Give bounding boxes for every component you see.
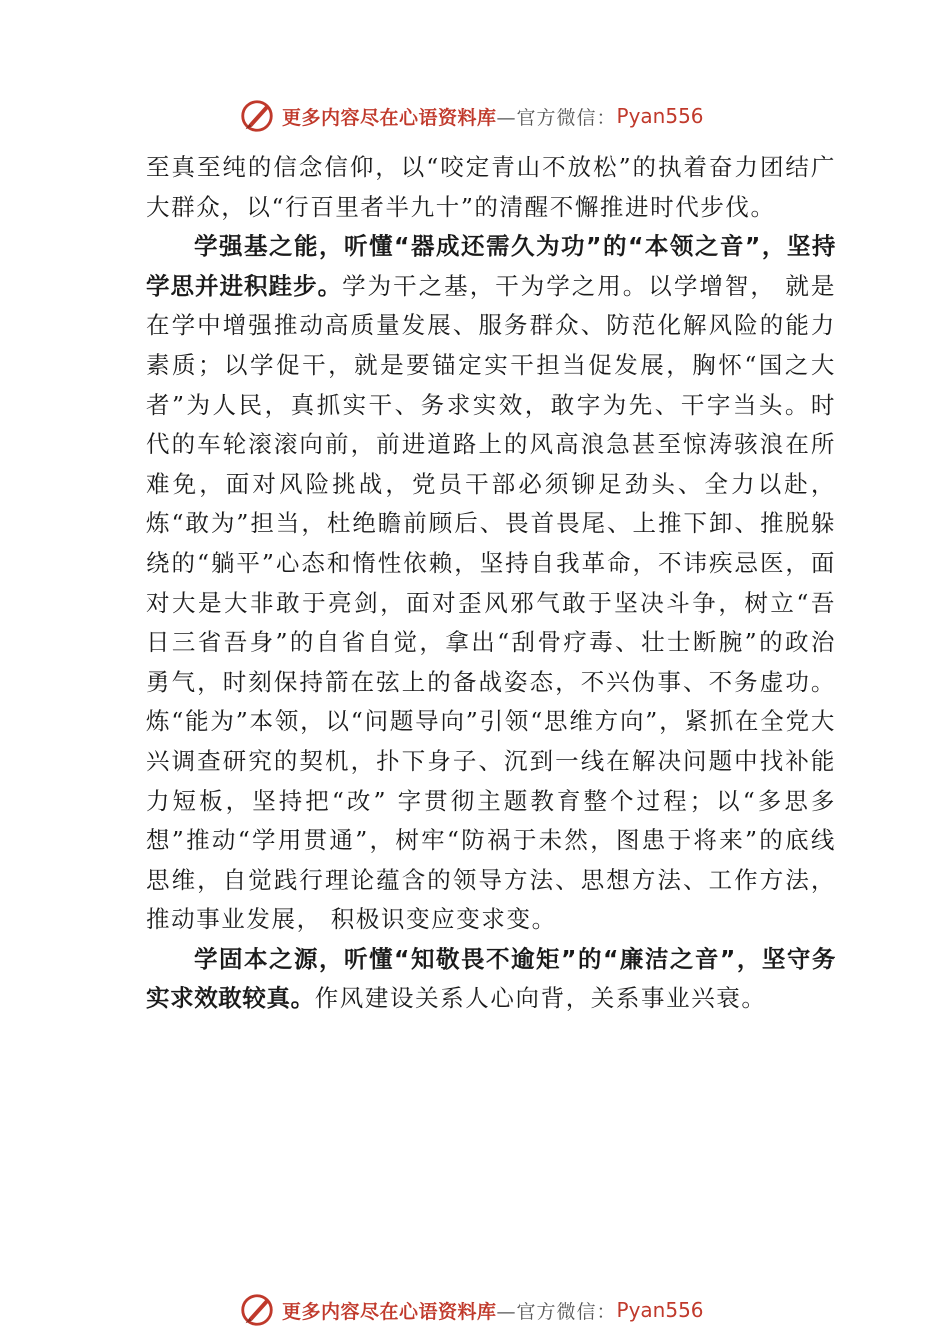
paragraph-2 — [146, 227, 836, 940]
paragraph-3-lead: 学固本之源，听懂“知敬畏不逾矩”的“廉洁之音”，坚守务实求效敢较真。 — [146, 944, 836, 1013]
pen-circle-icon — [238, 97, 276, 135]
paragraph-3 — [146, 940, 836, 1019]
pen-circle-icon — [238, 1291, 276, 1329]
banner-wechat-id: Pyan556 — [616, 104, 704, 128]
banner-official-label: —官方微信： — [496, 106, 617, 129]
paragraph-3-body: 作风建设关系人心向背，关系事业兴衰。 — [314, 984, 767, 1013]
header-banner — [238, 96, 704, 136]
paragraph-2-body: 学为干之基，干为学之用。以学增智， 就是在学中增强推动高质量发展、服务群众、防范化解风险的能力素质；以学促干，就是要锚定实干担当促发展，胸怀“国之大者”为人民，真抓实干、务求实效，敢字为先、干字当头。时代的车轮滚滚向前，前进道路上的风高浪急甚至惊涛骇浪在所难免，面对风险挑战，党员干部必须铆足劲头、全力以赴，炼“敢为”担当，杜绝瞻前顾后、畏首畏尾、上推下卸、推脱躲绕的“躺平”心态和惰性依赖，坚持自我革命，不讳疾忌医，面对大是大非敢于亮剑，面对歪风邪气敢于坚决斗争，树立“吾日三省吾身”的自省自觉，拿出“刮骨疗毒、壮士断腕”的政治勇气，时刻保持箭在弦上的备战姿态，不兴伪事、不务虚功。炼“能为”本领，以“问题导向”引领“思维方向”，紧抓在全党大兴调查研究的契机，扑下身子、沉到一线在解决问题中找补能力短板，坚持把“改” 字贯彻主题教育整个过程；以“多思多想”推动“学用贯通”，树牢“防祸于未然，图患于将来”的底线思维，自觉践行理论蕴含的领导方法、思想方法、工作方法，推动事业发展， 积极识变应变求变。 — [146, 271, 836, 934]
footer-banner — [238, 1290, 704, 1330]
footer-site-name: 更多内容尽在心语资料库 — [282, 1300, 497, 1323]
banner-site-name: 更多内容尽在心语资料库 — [282, 106, 497, 129]
footer-wechat-id: Pyan556 — [616, 1298, 704, 1322]
paragraph-2-lead: 学强基之能，听懂“器成还需久为功”的“本领之音”，坚持学思并进积跬步。 — [146, 232, 836, 300]
document-body — [146, 148, 836, 1019]
paragraph-1 — [146, 148, 836, 227]
paragraph-1-body: 至真至纯的信念信仰，以“咬定青山不放松”的执着奋力团结广大群众，以“行百里者半九十”的清醒不懈推进时代步伐。 — [146, 153, 836, 221]
footer-official-label: —官方微信： — [496, 1300, 617, 1323]
